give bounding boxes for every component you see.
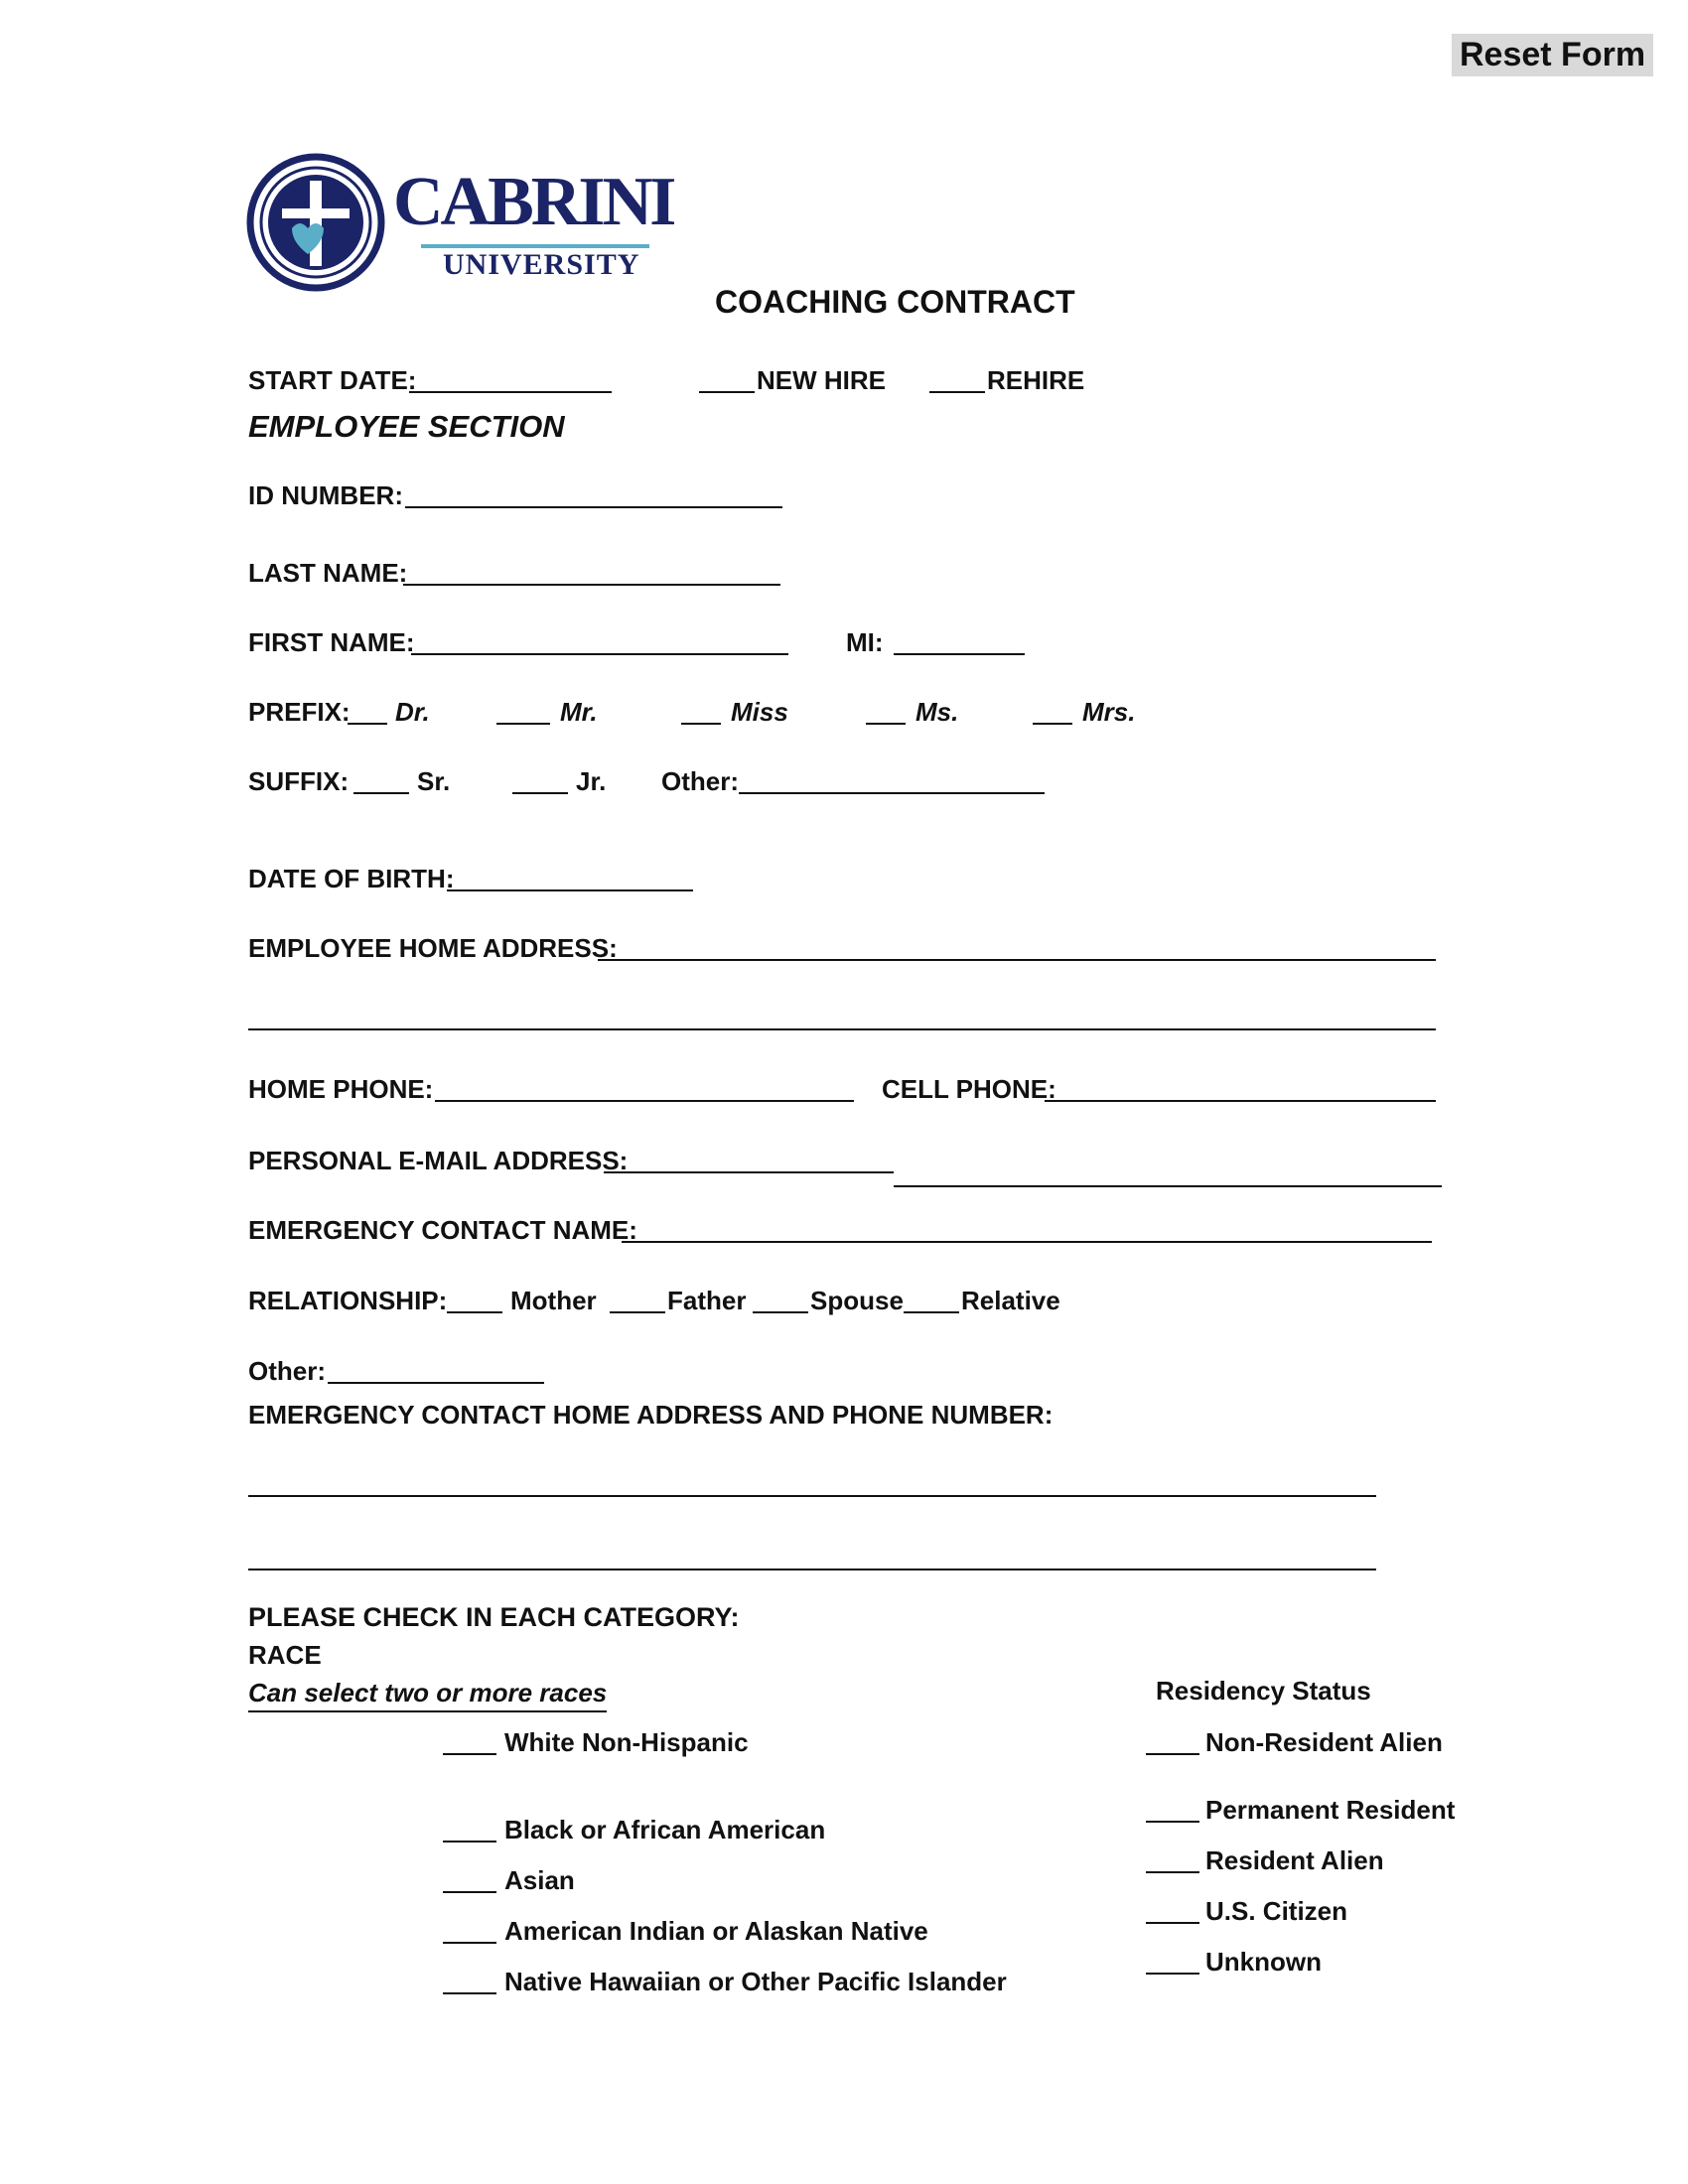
new-hire-label: NEW HIRE	[757, 365, 886, 395]
cell-phone-field[interactable]	[1045, 1100, 1436, 1102]
relationship-spouse-label: Spouse	[810, 1286, 904, 1315]
prefix-mrs-check[interactable]	[1033, 723, 1072, 725]
residency-citizen-check[interactable]	[1146, 1922, 1199, 1924]
relationship-other-label: Other:	[248, 1356, 326, 1386]
residency-nonresident-label: Non-Resident Alien	[1205, 1727, 1443, 1757]
first-name-field[interactable]	[411, 653, 788, 655]
logo-subtitle: UNIVERSITY	[443, 248, 640, 281]
residency-unknown-check[interactable]	[1146, 1973, 1199, 1975]
relationship-spouse-check[interactable]	[753, 1311, 808, 1313]
residency-nonresident-check[interactable]	[1146, 1753, 1199, 1755]
relationship-other-field[interactable]	[328, 1382, 544, 1384]
cell-phone-label: CELL PHONE:	[882, 1074, 1056, 1104]
relationship-mother-label: Mother	[510, 1286, 597, 1315]
residency-heading: Residency Status	[1156, 1676, 1371, 1706]
race-black-label: Black or African American	[504, 1815, 826, 1844]
residency-permanent-label: Permanent Resident	[1205, 1795, 1456, 1825]
email-field-2[interactable]	[894, 1185, 1442, 1187]
rehire-label: REHIRE	[987, 365, 1085, 395]
home-address-field-1[interactable]	[598, 959, 1436, 961]
residency-resident-alien-check[interactable]	[1146, 1871, 1199, 1873]
home-phone-field[interactable]	[435, 1100, 854, 1102]
race-black-check[interactable]	[443, 1841, 496, 1843]
employee-section-heading: EMPLOYEE SECTION	[248, 409, 565, 444]
residency-permanent-check[interactable]	[1146, 1821, 1199, 1823]
relationship-relative-label: Relative	[961, 1286, 1060, 1315]
residency-resident-alien-label: Resident Alien	[1205, 1845, 1384, 1875]
suffix-other-field[interactable]	[739, 792, 1045, 794]
emergency-name-label: EMERGENCY CONTACT NAME:	[248, 1215, 637, 1245]
home-phone-label: HOME PHONE:	[248, 1074, 434, 1104]
relationship-father-label: Father	[667, 1286, 747, 1315]
race-note: Can select two or more races	[248, 1678, 607, 1712]
last-name-field[interactable]	[403, 584, 780, 586]
cabrini-logo	[246, 153, 674, 292]
relationship-mother-check[interactable]	[447, 1311, 502, 1313]
suffix-jr-check[interactable]	[512, 792, 568, 794]
race-native-american-check[interactable]	[443, 1942, 496, 1944]
prefix-mrs-label: Mrs.	[1082, 697, 1136, 727]
new-hire-check[interactable]	[699, 391, 755, 393]
id-number-label: ID NUMBER:	[248, 480, 403, 510]
dob-field[interactable]	[447, 889, 693, 891]
cabrini-seal-icon	[246, 153, 385, 292]
prefix-label: PREFIX:	[248, 697, 351, 727]
home-address-label: EMPLOYEE HOME ADDRESS:	[248, 933, 618, 963]
residency-unknown-label: Unknown	[1205, 1947, 1322, 1977]
prefix-mr-check[interactable]	[496, 723, 550, 725]
prefix-dr-label: Dr.	[395, 697, 430, 727]
logo-wordmark: CABRINI	[393, 164, 674, 240]
mi-label: MI:	[846, 627, 884, 657]
prefix-ms-label: Ms.	[915, 697, 959, 727]
race-white-check[interactable]	[443, 1753, 496, 1755]
mi-field[interactable]	[894, 653, 1025, 655]
emergency-address-field-2[interactable]	[248, 1569, 1376, 1570]
residency-citizen-label: U.S. Citizen	[1205, 1896, 1348, 1926]
email-field-1[interactable]	[604, 1171, 894, 1173]
emergency-address-field-1[interactable]	[248, 1495, 1376, 1497]
race-native-american-label: American Indian or Alaskan Native	[504, 1916, 928, 1946]
race-asian-label: Asian	[504, 1865, 575, 1895]
race-pacific-islander-label: Native Hawaiian or Other Pacific Islander	[504, 1967, 1007, 1996]
dob-label: DATE OF BIRTH:	[248, 864, 455, 893]
prefix-ms-check[interactable]	[866, 723, 906, 725]
emergency-name-field[interactable]	[622, 1241, 1432, 1243]
prefix-dr-check[interactable]	[348, 723, 387, 725]
suffix-jr-label: Jr.	[576, 766, 607, 796]
form-title: COACHING CONTRACT	[715, 284, 1075, 320]
rehire-check[interactable]	[929, 391, 985, 393]
check-category-heading: PLEASE CHECK IN EACH CATEGORY:	[248, 1602, 740, 1632]
suffix-sr-label: Sr.	[417, 766, 451, 796]
start-date-label: START DATE:	[248, 365, 417, 395]
race-asian-check[interactable]	[443, 1891, 496, 1893]
race-pacific-islander-check[interactable]	[443, 1992, 496, 1994]
suffix-other-label: Other:	[661, 766, 739, 796]
relationship-relative-check[interactable]	[904, 1311, 959, 1313]
id-number-field[interactable]	[405, 506, 782, 508]
relationship-label: RELATIONSHIP:	[248, 1286, 448, 1315]
email-label: PERSONAL E-MAIL ADDRESS:	[248, 1146, 629, 1175]
prefix-miss-label: Miss	[731, 697, 788, 727]
race-white-label: White Non-Hispanic	[504, 1727, 749, 1757]
prefix-miss-check[interactable]	[681, 723, 721, 725]
emergency-address-label: EMERGENCY CONTACT HOME ADDRESS AND PHONE NUMBER:	[248, 1400, 1054, 1430]
first-name-label: FIRST NAME:	[248, 627, 415, 657]
last-name-label: LAST NAME:	[248, 558, 408, 588]
prefix-mr-label: Mr.	[560, 697, 598, 727]
suffix-sr-check[interactable]	[353, 792, 409, 794]
relationship-father-check[interactable]	[610, 1311, 665, 1313]
suffix-label: SUFFIX:	[248, 766, 350, 796]
home-address-field-2[interactable]	[248, 1028, 1436, 1030]
race-heading: RACE	[248, 1640, 322, 1670]
start-date-field[interactable]	[409, 391, 612, 393]
reset-form-button[interactable]: Reset Form	[1452, 34, 1653, 76]
